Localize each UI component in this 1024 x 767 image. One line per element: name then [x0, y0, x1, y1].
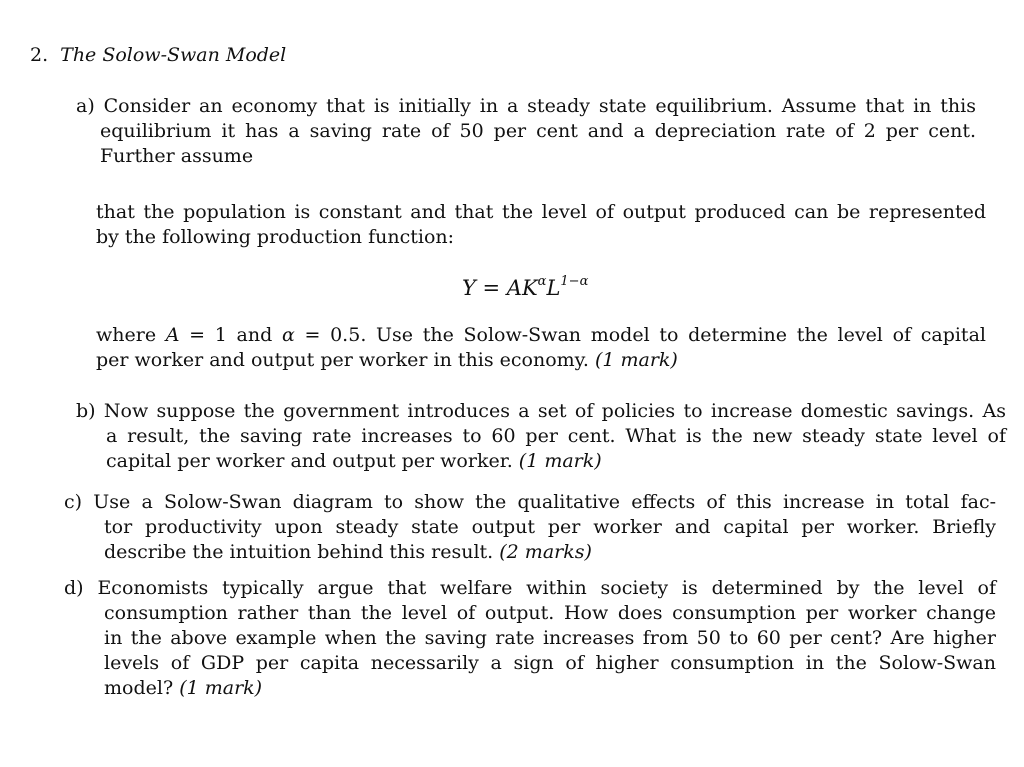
equation-lhs: Y = AK — [462, 276, 538, 300]
part-c-text-1: Use a Solow-Swan diagram to show the qualitative effects of this increase in total fac- — [93, 491, 997, 513]
part-d-line-1 — [64, 576, 996, 601]
equation-exponent-alpha: α — [537, 274, 547, 289]
production-function-equation — [462, 276, 588, 301]
part-a-text-1: Consider an economy that is initially in a steady state equilibrium. Assume that in this — [103, 95, 976, 117]
equation-labor: L — [546, 276, 561, 300]
part-b-marks: (1 mark) — [518, 450, 602, 472]
part-a-intro — [76, 94, 976, 169]
part-a-var-a: A — [165, 324, 180, 346]
part-a-var-alpha: α — [281, 324, 295, 346]
part-b-line-2: a result, the saving rate increases to 60 per cent. What is the new steady state level of — [106, 425, 1006, 447]
part-a-line-6 — [96, 323, 986, 348]
part-c — [64, 490, 996, 565]
part-d-line-3: in the above example when the saving rate increases from 50 to 60 per cent? Are higher — [104, 627, 996, 649]
part-d-text-5: model? — [104, 677, 174, 699]
part-c-line-3 — [64, 540, 996, 565]
part-a-line-6-pre: where — [96, 324, 166, 346]
part-b-line-1 — [76, 399, 1006, 424]
part-a-question — [96, 323, 986, 373]
question-heading — [30, 43, 286, 68]
part-d-marks: (1 mark) — [179, 677, 263, 699]
part-c-line-1 — [64, 490, 996, 515]
part-a-line-4: that the population is constant and that the level of output produced can be represented — [96, 201, 986, 223]
part-a-line-3: Further assume — [100, 145, 254, 167]
part-b-line-3 — [76, 449, 1006, 474]
part-c-marks: (2 marks) — [499, 541, 592, 563]
part-b-label: b) — [76, 400, 96, 422]
part-d-line-4: levels of GDP per capita necessarily a sign of higher consumption in the Solow-Swan — [104, 652, 996, 674]
part-b-text-1: Now suppose the government introduces a set of policies to increase domestic savings. As — [103, 400, 1006, 422]
part-b-text-3: capital per worker and output per worker. — [106, 450, 513, 472]
equation-exponent-one-minus-alpha: 1−α — [560, 274, 589, 289]
part-c-text-3: describe the intuition behind this result. — [104, 541, 494, 563]
part-b — [76, 399, 1006, 474]
part-a-line-6-mid: = 1 and — [179, 324, 282, 346]
part-a-label: a) — [76, 95, 95, 117]
part-a-line-1 — [76, 94, 976, 119]
part-d-text-1: Economists typically argue that welfare within society is determined by the level of — [97, 577, 996, 599]
part-a-line-2: equilibrium it has a saving rate of 50 per cent and a depreciation rate of 2 per cent. — [100, 120, 976, 142]
part-d-label: d) — [64, 577, 84, 599]
part-a-line-6-post: = 0.5. Use the Solow-Swan model to determine the level of capital — [294, 324, 986, 346]
part-d-line-5 — [64, 676, 996, 701]
part-a-text-7: per worker and output per worker in this economy. — [96, 349, 589, 371]
part-a-marks: (1 mark) — [594, 349, 678, 371]
question-title: The Solow-Swan Model — [60, 44, 287, 66]
part-d — [64, 576, 996, 701]
part-a-line-7 — [96, 348, 986, 373]
part-c-label: c) — [64, 491, 83, 513]
part-a-assumption — [96, 200, 986, 250]
part-d-line-2: consumption rather than the level of output. How does consumption per worker change — [104, 602, 996, 624]
question-number: 2. — [30, 44, 49, 66]
part-c-line-2: tor productivity upon steady state output per worker and capital per worker. Briefly — [104, 516, 996, 538]
part-a-line-5: by the following production function: — [96, 226, 455, 248]
